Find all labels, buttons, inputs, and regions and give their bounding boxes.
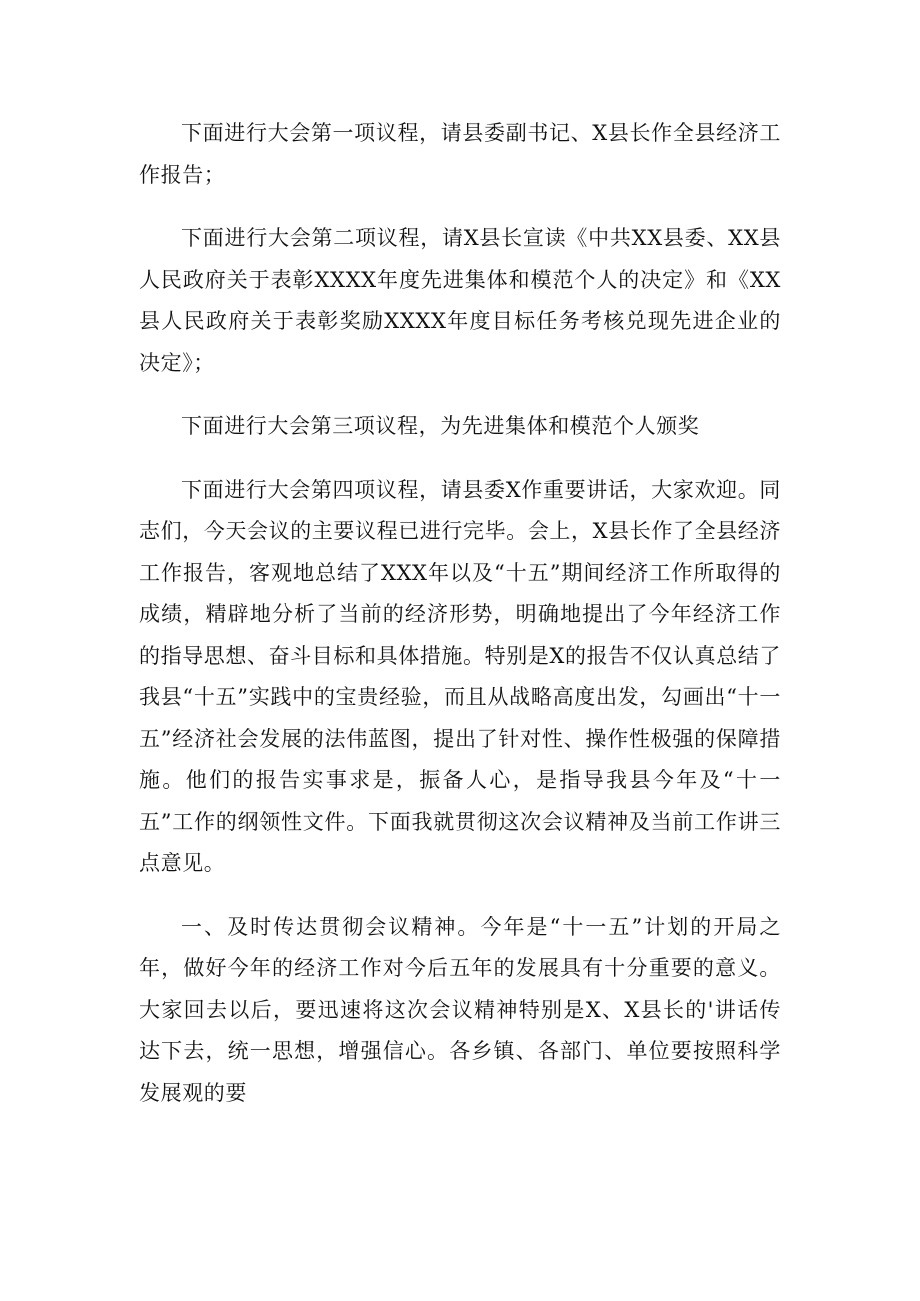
agenda-item-three-paragraph: 下面进行大会第三项议程，为先进集体和模范个人颁奖 <box>181 414 700 438</box>
document-body <box>139 113 781 1114</box>
agenda-item-four-paragraph: 下面进行大会第四项议程，请县委X作重要讲话，大家欢迎。同志们，今天会议的主要议程已进行完毕。会上，X县长作了全县经济工作报告，客观地总结了XXX年以及“十五”期间经济工作所取得的成绩，精辟地分析了当前的经济形势，明确地提出了今年经济工作的指导思想、奋斗目标和具体措施。特别是X的报告不仅认真总结了我县“十五”实践中的宝贵经验，而且从战略高度出发，勾画出“十一五”经济社会发展的法伟蓝图，提出了针对性、操作性极强的保障措施。他们的报告实事求是，振备人心，是指导我县今年及“十一五”工作的纲领性文件。下面我就贯彻这次会议精神及当前工作讲三点意见。 <box>139 477 781 875</box>
agenda-item-one-paragraph: 下面进行大会第一项议程，请县委副书记、X县长作全县经济工作报告； <box>139 121 781 187</box>
point-one-paragraph: 一、及时传达贯彻会议精神。今年是“十一五”计划的开局之年，做好今年的经济工作对今后五年的发展具有十分重要的意义。大家回去以后，要迅速将这次会议精神特别是X、X县长的'讲话传达下去，统一思想，增强信心。各乡镇、各部门、单位要按照科学发展观的要 <box>139 914 781 1105</box>
agenda-item-two-paragraph: 下面进行大会第二项议程，请X县长宣读《中共XX县委、XX县人民政府关于表彰XXXX年度先进集体和模范个人的决定》和《XX县人民政府关于表彰奖励XXXX年度目标任务考核兑现先进企业的决定》； <box>139 226 781 375</box>
